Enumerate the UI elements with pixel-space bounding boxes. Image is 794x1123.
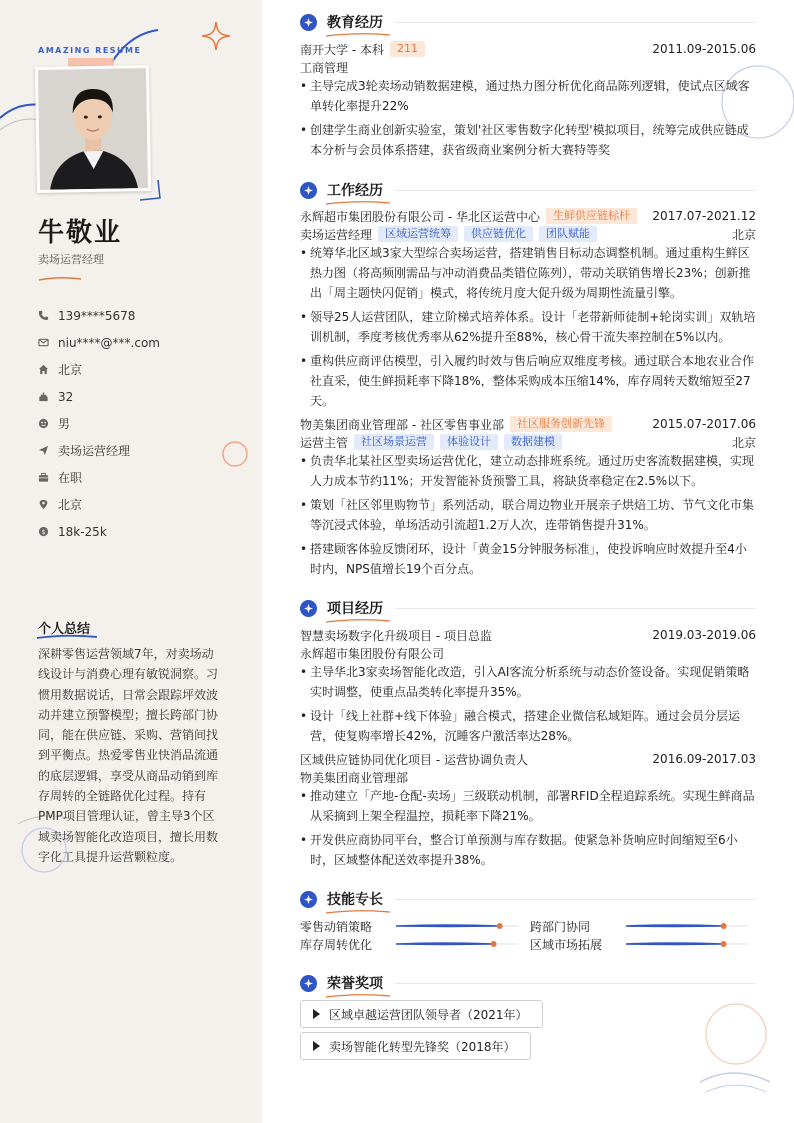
contact-home: [38, 356, 248, 383]
contact-position: [38, 437, 248, 464]
section-divider: [395, 899, 756, 900]
send-icon: [38, 445, 49, 456]
section-title: 工作经历: [327, 180, 383, 200]
contact-location: [38, 491, 248, 518]
star-badge-icon: [300, 182, 317, 199]
work-city: 北京: [731, 227, 756, 242]
school-tag: 211: [390, 41, 425, 57]
skill-level-bar: [622, 921, 752, 931]
section-title: 教育经历: [327, 12, 383, 32]
work-bullet: • 搭建顾客体验反馈闭环，设计「黄金15分钟服务标准」，使投诉响应时效提升至4小时内，NPS值增长19个百分点。: [300, 539, 758, 579]
contact-text: niu****@***.com: [58, 335, 160, 350]
skill-level-bar: [392, 939, 522, 949]
skill-tag: 社区场景运营: [354, 434, 434, 450]
project-name: 智慧卖场数字化升级项目 - 项目总监: [300, 628, 492, 643]
summary-title: 个人总结: [38, 622, 91, 637]
briefcase-icon: [38, 472, 49, 483]
skill-fill: [396, 943, 494, 944]
main-content: [262, 0, 794, 1123]
contact-text: 北京: [58, 498, 83, 512]
company-highlight-tag: 生鲜供应链标杆: [546, 208, 637, 224]
work-bullet: • 策划「社区邻里购物节」系列活动，联合周边物业开展亲子烘焙工坊、节气文化市集等沉浸式体验，单场活动引流超1.2万人次，连带销售提升31%。: [300, 495, 758, 535]
award-text: 卖场智能化转型先锋奖（2018年）: [329, 1039, 516, 1054]
project-bullet: • 开发供应商协同平台，整合订单预测与库存数据。使紧急补货响应时间缩短至6小时，区域整体配送效率提升38%。: [300, 830, 758, 870]
project-org-row: [300, 768, 756, 786]
contact-text: 32: [58, 389, 74, 404]
award-item: [300, 1032, 531, 1060]
skill-tag: 数据建模: [504, 434, 562, 450]
play-triangle-icon: [313, 1041, 320, 1051]
project-bullet: • 推动建立「产地-仓配-卖场」三级联动机制，部署RFID全程追踪系统。实现生鲜商品从采摘到上架全程温控，损耗率下降21%。: [300, 786, 758, 826]
work-header: [300, 415, 756, 433]
project-header: [300, 750, 756, 768]
work-bullet: • 领导25人运营团队，建立阶梯式培养体系。设计「老带新师徒制+轮岗实训」双轨培训机制，季度考核优秀率从62%提升至88%，核心骨干流失率控制在5%以内。: [300, 307, 758, 347]
job-title: 卖场运营经理: [38, 253, 104, 266]
work-bullet: • 负责华北某社区型卖场运营优化，建立动态排班系统。通过历史客流数据建模，实现人力成本节约11%；开发智能补货预警工具，将缺货率稳定在2.5%以下。: [300, 451, 758, 491]
contact-email: [38, 329, 248, 356]
role: 运营主管: [300, 435, 349, 450]
star-badge-icon: [300, 600, 317, 617]
skill-level-bar: [392, 921, 522, 931]
skill-marker: [491, 941, 497, 947]
contact-list: [38, 302, 248, 545]
play-triangle-icon: [313, 1009, 320, 1019]
company-name: 永辉超市集团股份有限公司 - 华北区运营中心: [300, 209, 540, 224]
contact-text: 在职: [58, 471, 83, 485]
contact-status: [38, 464, 248, 491]
mail-icon: [38, 337, 49, 348]
education-major-row: [300, 58, 756, 76]
work-period: 2017.07-2021.12: [652, 209, 756, 223]
contact-text: 北京: [58, 363, 83, 377]
award-text: 区域卓越运营团队领导者（2021年）: [329, 1007, 528, 1022]
section-header-work: [300, 180, 756, 200]
section-header-education: [300, 12, 756, 32]
contact-salary: [38, 518, 248, 545]
skill-level-bar: [622, 939, 752, 949]
project-org: 物美集团商业管理部: [300, 770, 409, 785]
star-badge-icon: [300, 14, 317, 31]
contact-age: [38, 383, 248, 410]
skill-name: 库存周转优化: [300, 937, 373, 952]
project-header: [300, 626, 756, 644]
skill-fill: [626, 925, 724, 926]
skill-marker: [721, 923, 727, 929]
section-divider: [395, 983, 756, 984]
section-title: 荣誉奖项: [327, 973, 383, 993]
summary-underline: [36, 634, 98, 640]
project-bullet: • 主导华北3家卖场智能化改造，引入AI客流分析系统与动态价签设备。实现促销策略实时调整，使重点品类转化率提升35%。: [300, 662, 758, 702]
award-item: [300, 1000, 543, 1028]
skill-name: 零售动销策略: [300, 919, 373, 934]
work-city: 北京: [731, 435, 756, 450]
work-role-row: [300, 433, 756, 451]
school-name: 南开大学 - 本科: [300, 42, 384, 57]
major: 工商管理: [300, 60, 349, 75]
skill-name: 区域市场拓展: [530, 937, 603, 952]
brand-label: AMAZING RESUME: [38, 46, 142, 55]
work-bullet: • 重构供应商评估模型，引入履约时效与售后响应双维度考核。通过联合本地农业合作社直采，使生鲜损耗率下降18%，整体采购成本压缩14%，库存周转天数缩短至27天。: [300, 351, 758, 411]
summary-text: 深耕零售运营领域7年，对卖场动线设计与消费心理有敏锐洞察。习惯用数据说话，日常会跟踪坪效波动并建立预警模型；擅长跨部门协同，能在供应链、采购、营销间找到平衡点。热爱零售业快消品流通的底层逻辑，享受从商品动销到库存周转的全链路优化过程。持有PMP项目管理认证，曾主导3个区域卖场智能化改造项目，擅长用数字化工具提升运营颗粒度。: [38, 647, 219, 864]
contact-text: 18k-25k: [58, 524, 107, 539]
avatar: [35, 65, 151, 193]
section-header-projects: [300, 598, 756, 618]
gender-icon: [38, 418, 49, 429]
company-name: 物美集团商业管理部 - 社区零售事业部: [300, 417, 504, 432]
section-divider: [395, 22, 756, 23]
skill-item: [530, 917, 752, 935]
work-bullet: • 统筹华北区域3家大型综合卖场运营，搭建销售目标动态调整机制。通过重构生鲜区热力图（将高频刚需品与冲动消费品类错位陈列），带动关联销售增长23%；创新推出「周主题快闪促销」模式，将传统月度大促升级为周期性流量引擎。: [300, 243, 758, 303]
candidate-name: 牛敬业: [38, 218, 123, 248]
section-title: 项目经历: [327, 598, 383, 618]
star-badge-icon: [300, 891, 317, 908]
cake-icon: [38, 391, 49, 402]
project-org: 永辉超市集团股份有限公司: [300, 646, 445, 661]
education-bullet: • 创建学生商业创新实验室，策划'社区零售数字化转型'模拟项目，统筹完成供应链成本分析与会员体系搭建，获省级商业案例分析大赛特等奖: [300, 120, 758, 160]
portrait-illustration: [38, 68, 148, 190]
skill-marker: [721, 941, 727, 947]
education-bullet: • 主导完成3轮卖场动销数据建模，通过热力图分析优化商品陈列逻辑，使试点区域客单转化率提升22%: [300, 76, 758, 116]
skill-tag: 区域运营统筹: [378, 226, 458, 242]
title-underline: [38, 276, 82, 282]
work-role-row: [300, 225, 756, 243]
salary-icon: [38, 526, 49, 537]
skill-name: 跨部门协同: [530, 919, 591, 934]
skill-item: [300, 917, 522, 935]
skill-marker: [497, 923, 503, 929]
section-divider: [395, 608, 756, 609]
role: 卖场运营经理: [300, 227, 373, 242]
sidebar: [0, 0, 262, 1123]
star-badge-icon: [300, 975, 317, 992]
sparkle-icon: [200, 20, 232, 52]
skill-tag: 供应链优化: [464, 226, 533, 242]
project-bullet: • 设计「线上社群+线下体验」融合模式，搭建企业微信私域矩阵。通过会员分层运营，使复购率增长42%，沉睡客户激活率达28%。: [300, 706, 758, 746]
skill-tag: 体验设计: [440, 434, 498, 450]
work-header: [300, 207, 756, 225]
skill-fill: [626, 943, 724, 944]
education-header: [300, 40, 756, 58]
svg-text:$: $: [41, 527, 46, 536]
section-title: 技能专长: [327, 889, 383, 909]
contact-text: 139****5678: [58, 308, 136, 323]
section-divider: [395, 190, 756, 191]
education-period: 2011.09-2015.06: [652, 42, 756, 56]
project-org-row: [300, 644, 756, 662]
skill-fill: [396, 925, 500, 926]
project-name: 区域供应链协同优化项目 - 运营协调负责人: [300, 752, 528, 767]
contact-gender: [38, 410, 248, 437]
skill-tag: 团队赋能: [539, 226, 597, 242]
project-period: 2019.03-2019.06: [652, 628, 756, 642]
company-highlight-tag: 社区服务创新先锋: [510, 416, 612, 432]
work-period: 2015.07-2017.06: [652, 417, 756, 431]
section-header-awards: [300, 973, 756, 993]
location-pin-icon: [38, 499, 49, 510]
contact-phone: [38, 302, 248, 329]
phone-icon: [38, 310, 49, 321]
section-header-skills: [300, 889, 756, 909]
project-period: 2016.09-2017.03: [652, 752, 756, 766]
decorative-circle: [690, 1000, 780, 1110]
skill-item: [530, 935, 752, 953]
contact-text: 卖场运营经理: [58, 444, 131, 458]
home-icon: [38, 364, 49, 375]
contact-text: 男: [58, 417, 71, 431]
skill-item: [300, 935, 522, 953]
